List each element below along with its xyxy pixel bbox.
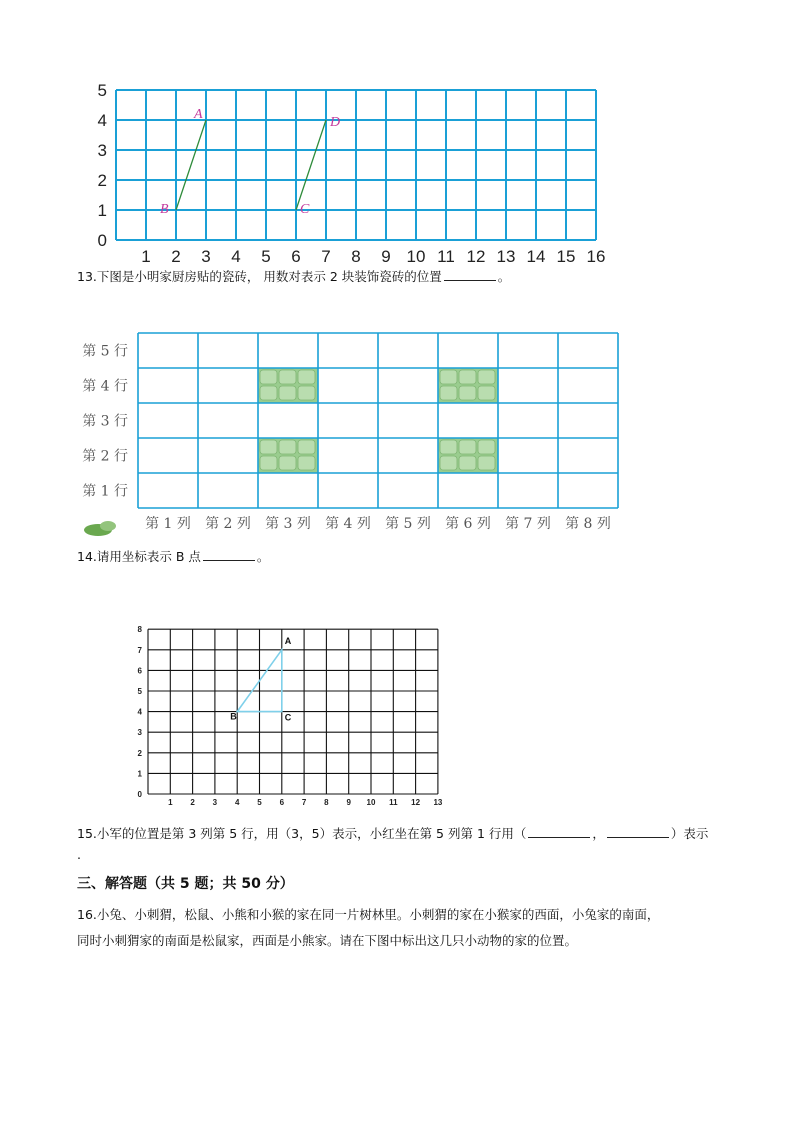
- x-tick-label: 3: [212, 798, 218, 807]
- question-14-text: 14.请用坐标表示 B 点: [77, 549, 201, 564]
- x-tick-label: 2: [190, 798, 195, 807]
- x-tick-label: 14: [526, 247, 546, 266]
- point-label-a: A: [194, 107, 203, 122]
- tile-square: [459, 386, 476, 400]
- decorative-tile: [258, 438, 318, 473]
- question-15-blank-2[interactable]: [607, 824, 669, 838]
- x-tick-label: 5: [257, 798, 262, 807]
- tile-square: [478, 440, 495, 454]
- tile-square: [440, 440, 457, 454]
- x-tick-label: 4: [234, 798, 240, 807]
- question-13-answer-blank[interactable]: [444, 267, 496, 281]
- tile-square: [279, 440, 296, 454]
- question-16-line1: 16.小兔、小刺猬，松鼠、小熊和小猴的家在同一片树林里。小刺猬的家在小猴家的西面，小兔家的南面，: [77, 907, 660, 922]
- y-tick-label: 2: [137, 748, 142, 758]
- y-tick-label: 3: [97, 141, 107, 160]
- x-tick-label: 13: [496, 247, 516, 266]
- point-label-b: B: [230, 711, 237, 722]
- figure3-grid-chart: [128, 620, 458, 815]
- segment-CD: [296, 120, 326, 210]
- figure2-tile-grid: [78, 326, 623, 536]
- x-tick-label: 6: [291, 247, 301, 266]
- y-tick-label: 0: [97, 231, 107, 250]
- question-14-answer-blank[interactable]: [203, 547, 255, 561]
- column-label: 第 1 列: [145, 516, 191, 532]
- tile-square: [279, 370, 296, 384]
- question-16-line2: 同时小刺猬家的南面是松鼠家，西面是小熊家。请在下图中标出这几只小动物的家的位置。: [77, 933, 578, 948]
- question-13: [77, 267, 510, 287]
- x-tick-label: 6: [279, 798, 285, 807]
- tile-square: [459, 440, 476, 454]
- x-tick-label: 16: [586, 247, 606, 266]
- decorative-tile: [258, 368, 318, 403]
- tile-square: [260, 440, 277, 454]
- question-15: [77, 824, 708, 844]
- x-tick-label: 4: [231, 247, 241, 266]
- x-tick-label: 8: [324, 798, 329, 807]
- y-tick-label: 1: [137, 769, 142, 779]
- x-tick-label: 12: [466, 247, 486, 266]
- tile-square: [298, 456, 315, 470]
- column-label: 第 5 列: [385, 516, 431, 532]
- point-label-a: A: [284, 635, 292, 646]
- decorative-tile: [438, 438, 498, 473]
- segment-BA: [176, 120, 206, 210]
- y-tick-label: 5: [97, 82, 107, 100]
- x-tick-label: 5: [261, 247, 271, 266]
- y-tick-label: 3: [137, 728, 142, 738]
- x-tick-label: 1: [141, 247, 151, 266]
- question-15-text: 15.小军的位置是第 3 列第 5 行，用（3，5）表示，小红坐在第 5 列第 1 行用（: [77, 826, 527, 841]
- tile-square: [298, 370, 315, 384]
- point-label-c: C: [284, 712, 292, 723]
- x-tick-label: 13: [433, 798, 443, 807]
- question-14: [77, 547, 269, 567]
- x-tick-label: 8: [351, 247, 361, 266]
- question-15-text2: ）表示: [670, 826, 709, 841]
- question-13-end: 。: [497, 269, 511, 284]
- x-tick-label: 7: [321, 247, 331, 266]
- x-tick-label: 3: [201, 247, 211, 266]
- tile-square: [279, 386, 296, 400]
- column-label: 第 7 列: [505, 516, 551, 532]
- y-tick-label: 4: [137, 707, 142, 717]
- column-label: 第 8 列: [565, 516, 611, 532]
- tile-square: [260, 370, 277, 384]
- row-label: 第 5 行: [82, 343, 128, 360]
- question-15-sep: ，: [592, 826, 605, 841]
- y-tick-label: 8: [137, 625, 142, 635]
- x-tick-label: 2: [171, 247, 181, 266]
- figure1-grid-chart: [92, 82, 612, 268]
- leaf-decoration: [84, 521, 116, 536]
- y-tick-label: 1: [97, 201, 107, 220]
- decorative-tile: [438, 368, 498, 403]
- question-13-text: 13.下图是小明家厨房贴的瓷砖， 用数对表示 2 块装饰瓷砖的位置: [77, 269, 442, 284]
- tile-square: [440, 370, 457, 384]
- row-label: 第 2 行: [82, 448, 128, 465]
- x-tick-label: 10: [406, 247, 426, 266]
- tile-square: [279, 456, 296, 470]
- column-label: 第 3 列: [265, 516, 311, 532]
- point-label-d: D: [330, 115, 341, 130]
- x-tick-label: 7: [301, 798, 307, 807]
- column-label: 第 2 列: [205, 516, 251, 532]
- section-3-title: 三、解答题（共 5 题；共 50 分）: [77, 876, 294, 892]
- row-label: 第 4 行: [82, 378, 128, 395]
- y-tick-label: 7: [137, 645, 142, 655]
- row-label: 第 1 行: [82, 483, 128, 500]
- x-tick-label: 9: [346, 798, 351, 807]
- x-tick-label: 12: [411, 798, 421, 807]
- tile-square: [459, 370, 476, 384]
- tile-square: [478, 456, 495, 470]
- tile-square: [478, 370, 495, 384]
- point-label-c: C: [300, 202, 310, 217]
- x-tick-label: 1: [168, 798, 173, 807]
- y-tick-label: 0: [137, 790, 142, 799]
- tile-square: [298, 440, 315, 454]
- tile-square: [440, 456, 457, 470]
- y-tick-label: 2: [97, 171, 107, 190]
- y-tick-label: 4: [97, 111, 107, 130]
- question-15-line2: .: [77, 847, 81, 862]
- x-tick-label: 11: [389, 798, 398, 807]
- x-tick-label: 9: [381, 247, 391, 266]
- y-tick-label: 6: [137, 666, 142, 676]
- tile-square: [478, 386, 495, 400]
- row-label: 第 3 行: [82, 413, 128, 430]
- tile-square: [298, 386, 315, 400]
- y-tick-label: 5: [137, 687, 142, 696]
- question-14-end: 。: [256, 549, 270, 564]
- tile-square: [440, 386, 457, 400]
- tile-square: [260, 456, 277, 470]
- x-tick-label: 11: [437, 247, 455, 266]
- x-tick-label: 15: [556, 247, 576, 266]
- column-label: 第 4 列: [325, 516, 371, 532]
- point-label-b: B: [160, 202, 169, 217]
- x-tick-label: 10: [366, 798, 376, 807]
- tile-square: [459, 456, 476, 470]
- question-15-blank-1[interactable]: [528, 824, 590, 838]
- column-label: 第 6 列: [445, 516, 491, 532]
- tile-square: [260, 386, 277, 400]
